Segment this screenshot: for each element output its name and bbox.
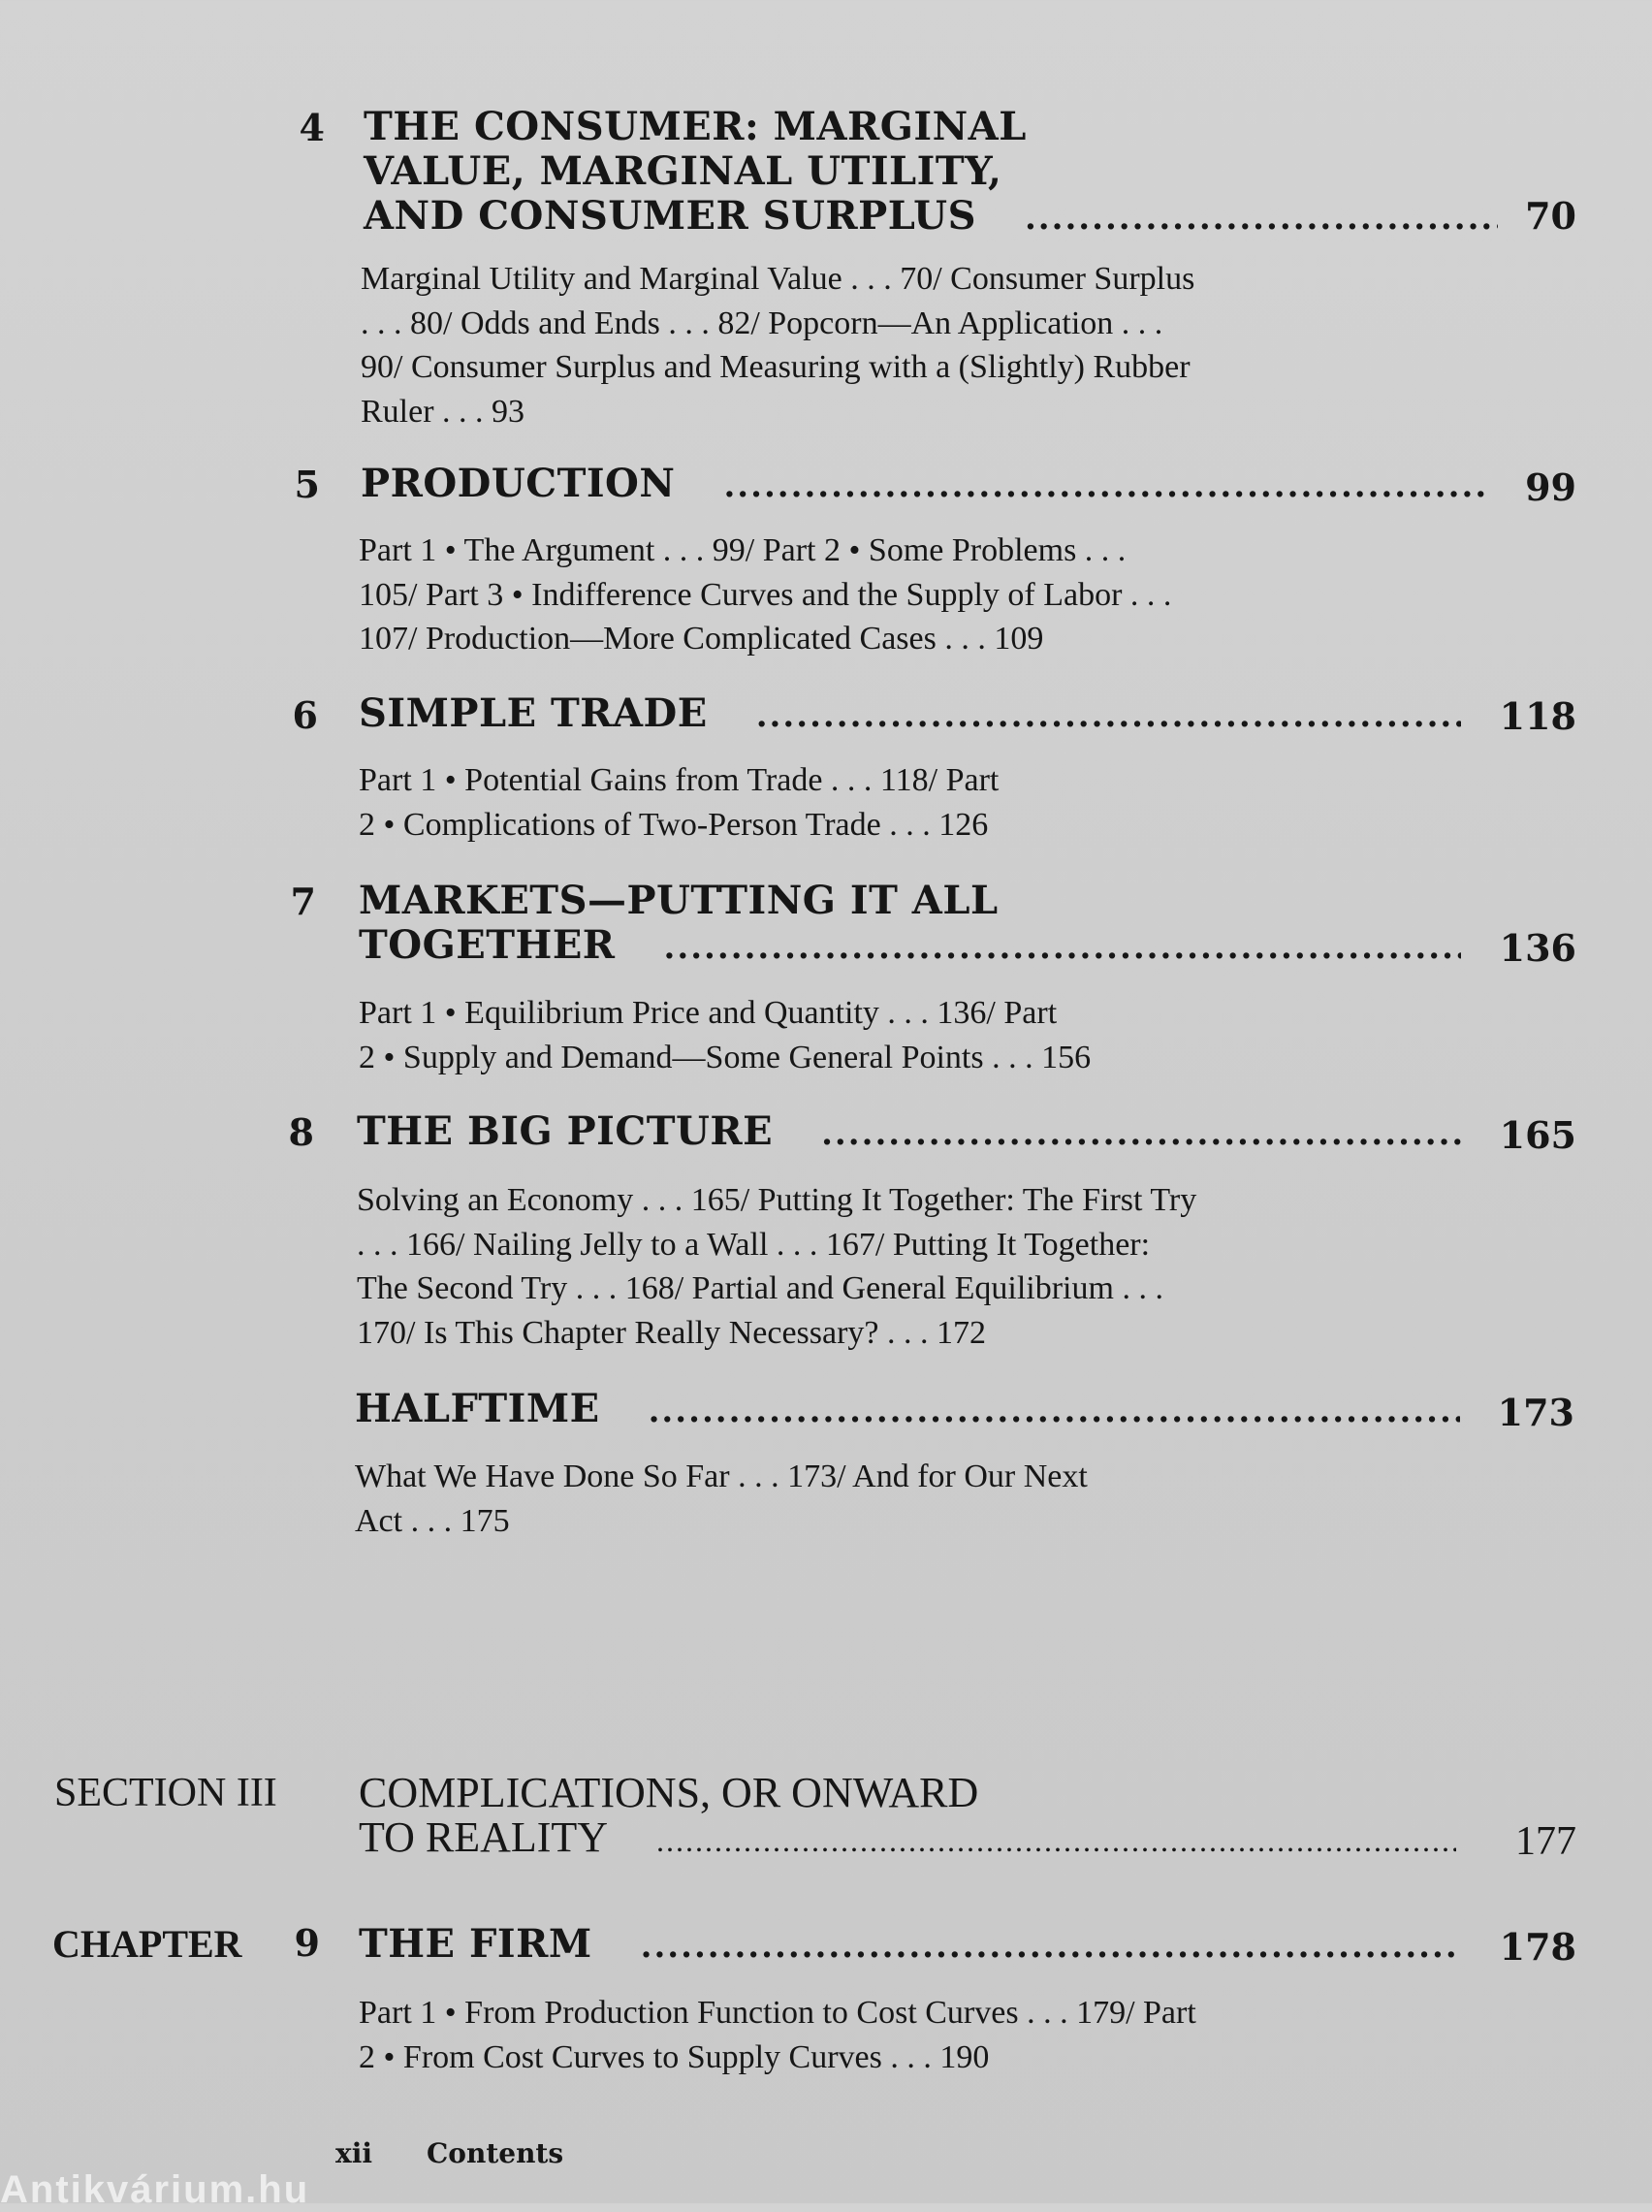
subentry-line: 105/ Part 3 • Indifference Curves and the Supply of Labor . . . (359, 576, 1172, 613)
subentry-line: 170/ Is This Chapter Really Necessary? . . . 172 (357, 1314, 987, 1351)
subentry-line: . . . 166/ Nailing Jelly to a Wall . . . 167/ Putting It Together: (357, 1226, 1151, 1263)
section-title-line-1: COMPLICATIONS, OR ONWARD (359, 1769, 979, 1816)
subentry-line: What We Have Done So Far . . . 173/ And for Our Next (355, 1459, 1088, 1494)
subentry-line: Marginal Utility and Marginal Value . . . 70/ Consumer Surplus (361, 261, 1195, 297)
leader-dots (641, 1924, 1459, 1969)
halftime-title (355, 1387, 1460, 1433)
chapter-5-title-text: PRODUCTION (361, 461, 676, 506)
chapter-4-page: 70 (1525, 194, 1576, 238)
chapter-5-number: 5 (294, 463, 320, 506)
chapter-9-page: 178 (1499, 1925, 1576, 1969)
chapter-6-page: 118 (1499, 694, 1576, 738)
chapter-9-title-text: THE FIRM (359, 1921, 592, 1967)
chapter-7-subentries (359, 991, 1091, 1079)
chapter-4-title-line-2: VALUE, MARGINAL UTILITY, (364, 148, 1002, 194)
subentry-line: Solving an Economy . . . 165/ Putting It Together: The First Try (357, 1182, 1197, 1218)
subentry-line: Ruler . . . 93 (361, 393, 525, 430)
chapter-7-title-line-2: TOGETHER (359, 922, 616, 968)
section-label: SECTION III (54, 1771, 277, 1815)
halftime-subentries (355, 1455, 1088, 1543)
chapter-6-number: 6 (292, 693, 318, 737)
subentry-line: Act . . . 175 (355, 1502, 510, 1539)
subentry-line: Part 1 • Potential Gains from Trade . . . 118/ Part (359, 762, 1000, 798)
leader-dots (656, 1818, 1456, 1863)
chapter-8-subentries (357, 1178, 1196, 1355)
chapter-7-page: 136 (1499, 926, 1576, 970)
subentry-line: 2 • Supply and Demand—Some General Points . . . 156 (359, 1039, 1092, 1075)
halftime-title-text: HALFTIME (355, 1386, 600, 1431)
subentry-line: 107/ Production—More Complicated Cases . . . 109 (359, 621, 1044, 657)
footer-page-number: xii (335, 2137, 372, 2169)
section-title-line-2: TO REALITY (359, 1813, 609, 1861)
chapter-8-number: 8 (288, 1110, 314, 1154)
chapter-6-title-text: SIMPLE TRADE (359, 690, 708, 736)
chapter-6-title (359, 691, 1461, 738)
halftime-page: 173 (1497, 1391, 1574, 1434)
chapter-7-title-line-1: MARKETS—PUTTING IT ALL (359, 878, 999, 923)
subentry-line: 90/ Consumer Surplus and Measuring with a (Slightly) Rubber (361, 349, 1191, 385)
subentry-line: Part 1 • The Argument . . . 99/ Part 2 • Some Problems . . . (359, 532, 1127, 568)
subentry-line: 2 • Complications of Two-Person Trade . . . 126 (359, 806, 989, 843)
chapter-8-title-text: THE BIG PICTURE (357, 1108, 774, 1154)
chapter-label: CHAPTER (52, 1922, 242, 1966)
section-title (359, 1771, 1456, 1863)
chapter-4-title (364, 105, 1498, 240)
footer-running-head: Contents (427, 2137, 564, 2169)
chapter-9-number: 9 (294, 1921, 320, 1965)
chapter-8-page: 165 (1499, 1113, 1576, 1157)
chapter-9-title (359, 1922, 1459, 1969)
leader-dots (649, 1389, 1460, 1433)
chapter-4-number: 4 (299, 106, 325, 149)
leader-dots (821, 1111, 1462, 1156)
subentry-line: Part 1 • From Production Function to Cost Curves . . . 179/ Part (359, 1995, 1196, 2031)
section-page: 177 (1515, 1819, 1576, 1864)
subentry-line: 2 • From Cost Curves to Supply Curves . . . 190 (359, 2038, 990, 2075)
leader-dots (664, 925, 1461, 970)
chapter-5-subentries (359, 529, 1171, 661)
chapter-7-title (359, 879, 1461, 970)
chapter-5-title (361, 462, 1490, 508)
chapter-4-title-line-3: AND CONSUMER SURPLUS (364, 193, 976, 239)
chapter-5-page: 99 (1525, 465, 1576, 509)
chapter-8-title (357, 1109, 1462, 1156)
subentry-line: Part 1 • Equilibrium Price and Quantity . . . 136/ Part (359, 995, 1058, 1031)
watermark: Antikvárium.hu (0, 2168, 310, 2211)
leader-dots (723, 464, 1490, 508)
subentry-line: The Second Try . . . 168/ Partial and General Equilibrium . . . (357, 1270, 1163, 1306)
chapter-9-subentries (359, 1991, 1196, 2079)
leader-dots (1025, 196, 1498, 240)
chapter-7-number: 7 (290, 880, 316, 923)
chapter-4-title-line-1: THE CONSUMER: MARGINAL (364, 104, 1027, 149)
chapter-6-subentries (359, 758, 999, 847)
leader-dots (756, 693, 1461, 738)
chapter-4-subentries (361, 257, 1194, 433)
subentry-line: . . . 80/ Odds and Ends . . . 82/ Popcorn—An Application . . . (361, 305, 1163, 341)
